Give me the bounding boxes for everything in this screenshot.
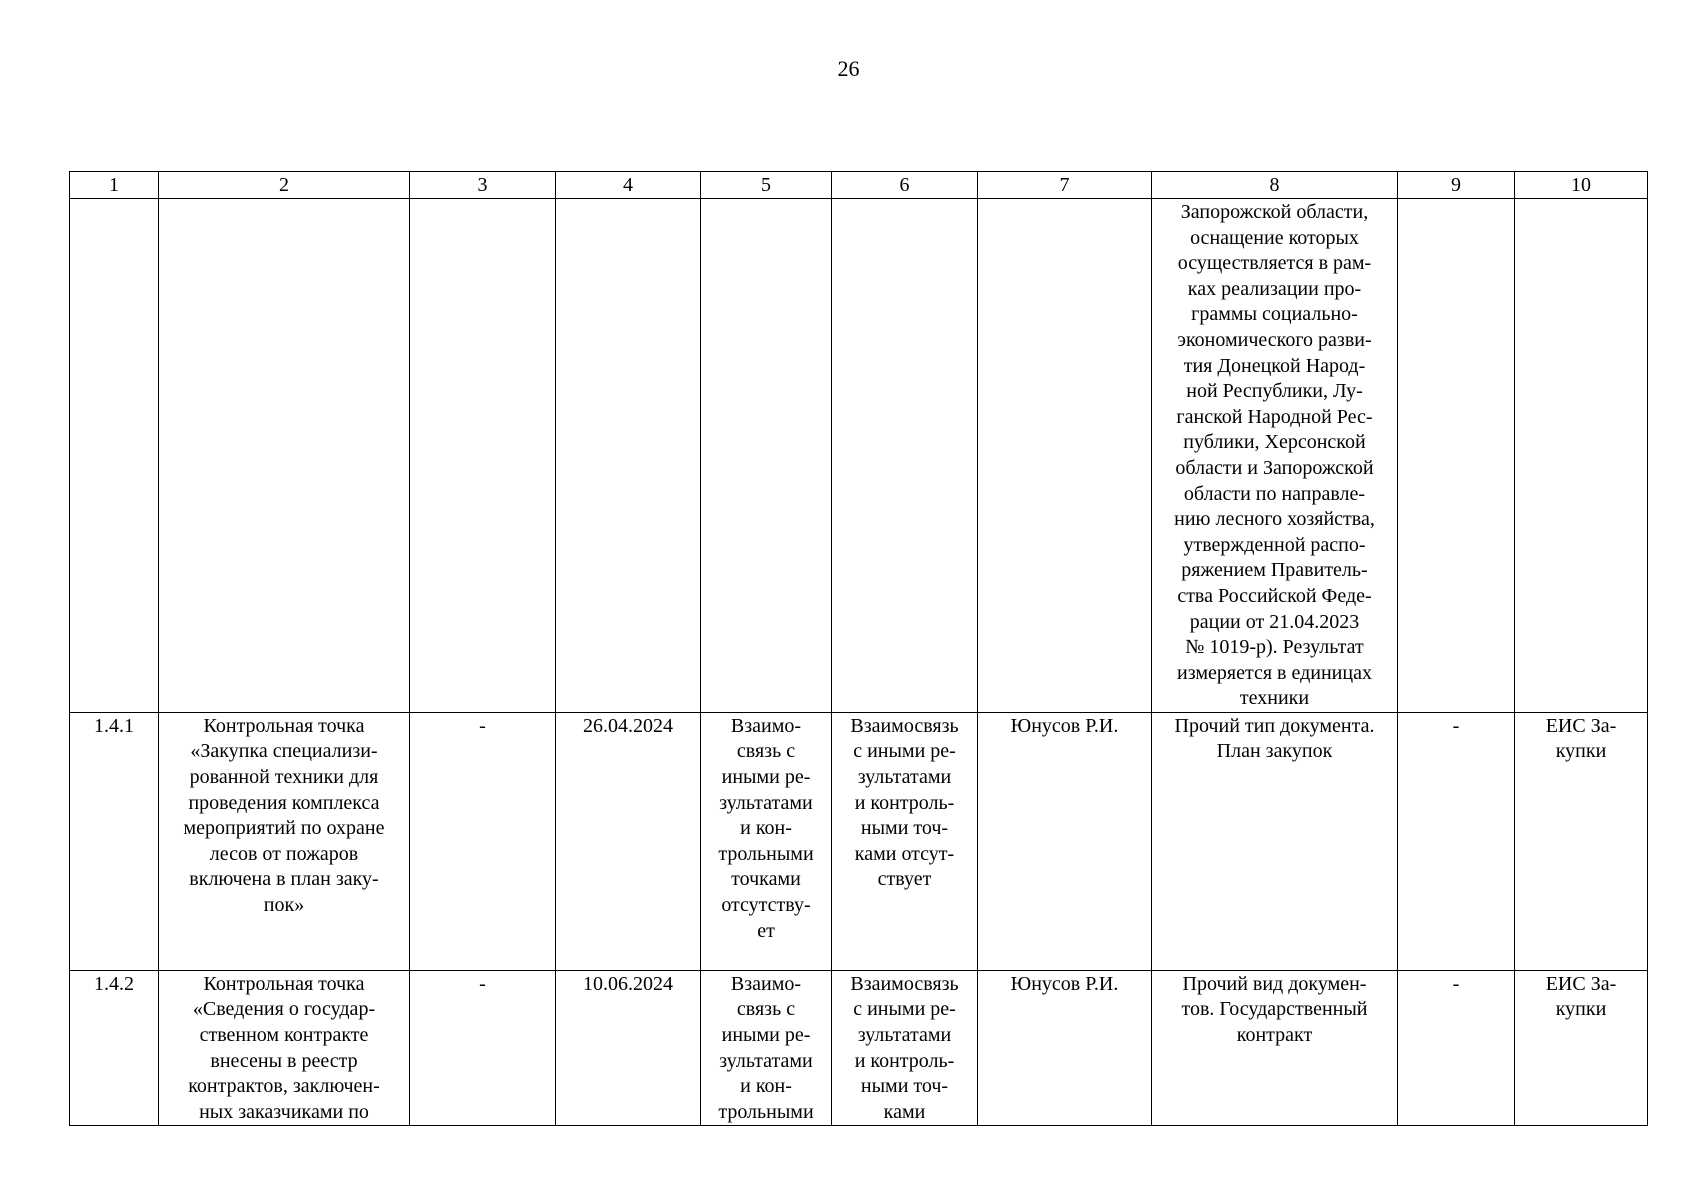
table-cell bbox=[159, 199, 410, 713]
document-type-cell: Прочий тип документа. План закупок bbox=[1152, 712, 1398, 970]
control-point-name-cell: Контрольная точка «Закупка специализи- рованной техники для проведения комплекса мероприятий по охране лесов от пожаров включена в план заку- пок» bbox=[159, 712, 410, 970]
info-system-cell: ЕИС За- купки bbox=[1515, 712, 1648, 970]
control-points-table bbox=[69, 171, 1648, 1126]
table-cell: - bbox=[1398, 970, 1515, 1126]
column-header: 8 bbox=[1152, 172, 1398, 199]
table-row-continuation bbox=[70, 199, 1648, 713]
page-number: 26 bbox=[837, 56, 860, 81]
column-header: 9 bbox=[1398, 172, 1515, 199]
table-cell bbox=[701, 199, 832, 713]
date-cell: 26.04.2024 bbox=[556, 712, 701, 970]
responsible-cell: Юнусов Р.И. bbox=[978, 712, 1152, 970]
table-cell: Запорожской области, оснащение которых осуществляется в рам- ках реализации про- граммы социально- экономического разви- тия Донецкой Народ- ной Республики, Лу- ганской Народной Рес- публики, Херсонской области и Запорожской области по направле- нию лесного хозяйства, утвержденной распо- ряжением Правитель- ства Российской Феде- рации от 21.04.2023 № 1019-р). Результат измеряется в единицах техники bbox=[1152, 199, 1398, 713]
responsible-cell: Юнусов Р.И. bbox=[978, 970, 1152, 1126]
table-row-1-4-1 bbox=[70, 712, 1648, 970]
column-header: 10 bbox=[1515, 172, 1648, 199]
column-header: 1 bbox=[70, 172, 159, 199]
column-header: 5 bbox=[701, 172, 832, 199]
table-cell bbox=[1398, 199, 1515, 713]
relation-cell: Взаимосвязь с иными ре- зультатами и контроль- ными точ- ками bbox=[832, 970, 978, 1126]
table-row-1-4-2 bbox=[70, 970, 1648, 1126]
column-header: 4 bbox=[556, 172, 701, 199]
document-type-cell: Прочий вид докумен- тов. Государственный контракт bbox=[1152, 970, 1398, 1126]
column-header: 6 bbox=[832, 172, 978, 199]
column-header: 2 bbox=[159, 172, 410, 199]
info-system-cell: ЕИС За- купки bbox=[1515, 970, 1648, 1126]
table-cell bbox=[1515, 199, 1648, 713]
control-point-name-cell: Контрольная точка «Сведения о государ- ственном контракте внесены в реестр контрактов, заключен- ных заказчиками по bbox=[159, 970, 410, 1126]
column-header: 3 bbox=[410, 172, 556, 199]
table-cell: - bbox=[410, 712, 556, 970]
table-cell bbox=[978, 199, 1152, 713]
column-number-row bbox=[70, 172, 1648, 199]
relation-cell: Взаимосвязь с иными ре- зультатами и контроль- ными точ- ками отсут- ствует bbox=[832, 712, 978, 970]
table-cell bbox=[556, 199, 701, 713]
table-cell bbox=[70, 199, 159, 713]
relation-cell: Взаимо- связь с иными ре- зультатами и кон- трольными точками отсутству- ет bbox=[701, 712, 832, 970]
table-cell: - bbox=[1398, 712, 1515, 970]
relation-cell: Взаимо- связь с иными ре- зультатами и кон- трольными bbox=[701, 970, 832, 1126]
item-number-cell: 1.4.2 bbox=[70, 970, 159, 1126]
column-header: 7 bbox=[978, 172, 1152, 199]
table-cell: - bbox=[410, 970, 556, 1126]
table-cell bbox=[410, 199, 556, 713]
item-number-cell: 1.4.1 bbox=[70, 712, 159, 970]
date-cell: 10.06.2024 bbox=[556, 970, 701, 1126]
table-cell bbox=[832, 199, 978, 713]
